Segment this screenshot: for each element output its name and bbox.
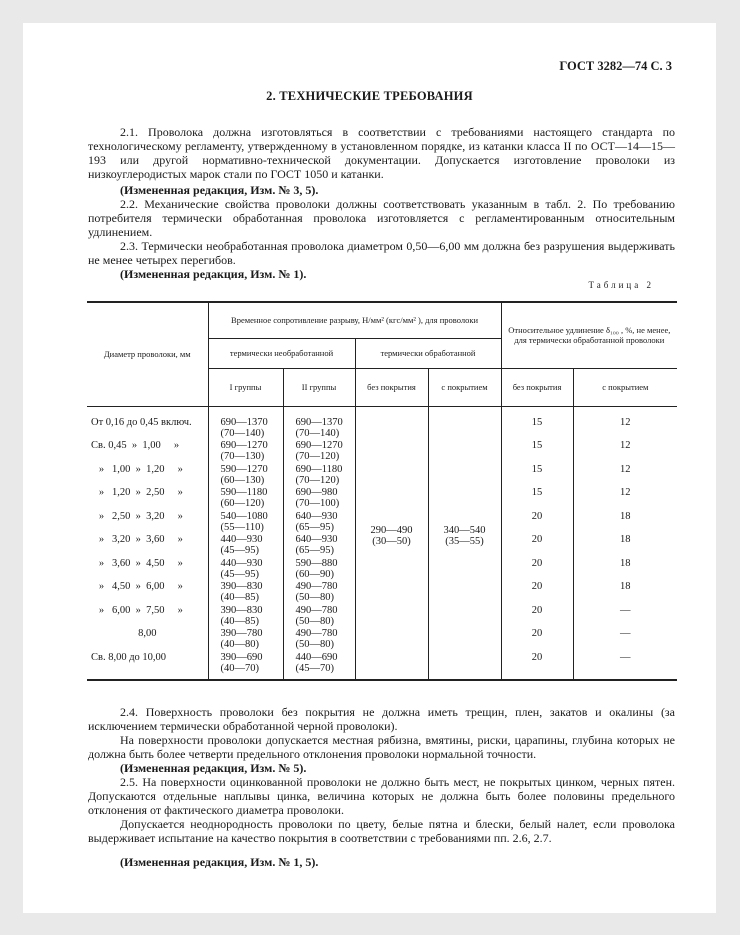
header-elong-bare: без покрытия <box>501 368 573 406</box>
group2-cell: 490—780 <box>295 604 338 616</box>
section-title: 2. ТЕХНИЧЕСКИЕ ТРЕБОВАНИЯ <box>266 89 473 103</box>
diameter-cell: » 3,20 » 3,60 » <box>91 534 183 545</box>
group2-cell-kgf: (70—140) <box>295 427 340 439</box>
elong-bare-cell: 20 <box>531 651 543 663</box>
edit-note-3: (Измененная редакция, Изм. № 5). <box>120 761 307 775</box>
diameter-cell: » 2,50 » 3,20 » <box>91 510 183 522</box>
group1-cell: 540—1080 <box>220 510 268 522</box>
elong-coated-cell: 12 <box>620 440 631 451</box>
group2-cell-kgf: (50—80) <box>295 615 334 627</box>
group1-cell-kgf: (55—110) <box>220 521 264 533</box>
edit-note-1: (Измененная редакция, Изм. № 3, 5). <box>120 183 319 197</box>
elong-bare-cell: 20 <box>531 557 543 569</box>
document-page <box>23 23 716 913</box>
group2-cell-kgf: (70—120) <box>295 451 340 462</box>
elong-bare-cell: 20 <box>531 581 543 592</box>
elong-bare-cell: 15 <box>531 487 543 498</box>
group1-cell-kgf: (40—85) <box>220 592 259 603</box>
group2-cell: 490—780 <box>295 628 338 639</box>
group1-cell: 390—830 <box>220 581 263 592</box>
group1-cell: 390—780 <box>220 628 263 639</box>
paragraph-2-5: 2.5. На поверхности оцинкованной проволоки не должно быть мест, не покрытых цинком, черных пятен. Допускаются отдельные наплывы цинка, величина которых не должна быть более половины предельного отклонения от фактического диаметра проволоки. <box>88 775 675 817</box>
paragraph-2-2: 2.2. Механические свойства проволоки должны соответствовать указанным в табл. 2. По требованию потребителя термически обработанная проволока изготовляется с регламентированным относительным удлинением. <box>88 197 675 239</box>
header-group-1: I группы <box>208 368 283 406</box>
group2-cell: 490—780 <box>295 581 338 592</box>
elong-coated-cell: — <box>620 651 631 663</box>
diameter-cell: » 6,00 » 7,50 » <box>91 604 183 616</box>
treated-bare-value: 290—490 <box>370 524 413 536</box>
treated-bare-kgf: (30—50) <box>372 535 411 547</box>
table-caption: Таблица 2 <box>588 280 654 290</box>
edit-note-2: (Измененная редакция, Изм. № 1). <box>120 267 307 281</box>
treated-coated-value: 340—540 <box>443 524 486 536</box>
elong-bare-cell: 20 <box>531 604 543 616</box>
group2-cell: 690—1270 <box>295 440 343 451</box>
header-elongation: Относительное удлинение δ₁₀₀ , %, не менее, для термически обработанной проволоки <box>501 302 677 368</box>
diameter-cell: » 1,20 » 2,50 » <box>91 487 183 498</box>
diameter-cell: » 3,60 » 4,50 » <box>91 557 183 569</box>
group2-cell-kgf: (50—80) <box>295 639 334 650</box>
diameter-cell: » 1,00 » 1,20 » <box>91 463 183 475</box>
group1-cell-kgf: (70—140) <box>220 427 265 439</box>
group2-cell-kgf: (60—90) <box>295 568 334 580</box>
header-treated-bare: без покрытия <box>355 368 428 406</box>
header-treated: термически обработанной <box>355 338 501 368</box>
paragraph-2-4: 2.4. Поверхность проволоки без покрытия не должна иметь трещин, плен, закатов и окалины (за исключением термически обработанной черной проволоки). <box>88 705 675 733</box>
diameter-cell: От 0,16 до 0,45 включ. <box>91 416 192 428</box>
diameter-cell: Св. 8,00 до 10,00 <box>91 651 167 663</box>
header-strength: Временное сопротивление разрыву, Н/мм² (кгс/мм² ), для проволоки <box>208 302 501 338</box>
group2-cell-kgf: (50—80) <box>295 592 334 603</box>
header-untreated: термически необработанной <box>208 338 355 368</box>
elong-coated-cell: 18 <box>620 510 631 522</box>
diameter-cell: 8,00 <box>138 628 157 639</box>
group2-cell: 590—880 <box>295 557 338 569</box>
paragraph-2-5b: Допускается неоднородность проволоки по цвету, белые пятна и блески, белый налет, если проволока выдерживает испытание на качество покрытия в соответствии с требованиями пп. 2.6, 2.7. <box>88 817 675 845</box>
elong-coated-cell: 12 <box>620 487 631 498</box>
group1-cell: 390—690 <box>220 651 263 663</box>
header-treated-coated: с покрытием <box>428 368 501 406</box>
elong-bare-cell: 20 <box>531 534 543 545</box>
group1-cell-kgf: (60—120) <box>220 498 265 509</box>
group1-cell-kgf: (40—85) <box>220 615 259 627</box>
elong-coated-cell: 12 <box>620 416 631 428</box>
edit-note-4: (Измененная редакция, Изм. № 1, 5). <box>120 855 319 869</box>
diameter-cell: » 4,50 » 6,00 » <box>91 581 183 592</box>
group2-cell: 640—930 <box>295 534 338 545</box>
group2-cell-kgf: (70—120) <box>295 474 340 486</box>
diameter-cell: Св. 0,45 » 1,00 » <box>91 440 180 451</box>
properties-table <box>87 301 677 681</box>
group2-cell-kgf: (65—95) <box>295 521 334 533</box>
group2-cell: 690—1370 <box>295 416 343 428</box>
group1-cell: 440—930 <box>220 534 263 545</box>
header-group-2: II группы <box>283 368 355 406</box>
group1-column <box>209 407 283 679</box>
group2-cell: 440—690 <box>295 651 338 663</box>
elong-coated-cell: — <box>620 628 631 639</box>
diameter-column <box>87 407 208 679</box>
paragraph-2-4b: На поверхности проволоки допускается местная рябизна, вмятины, риски, царапины, глубина которых не должна быть более четверти предельного отклонения проволоки нормальной точности. <box>88 733 675 761</box>
header-elong-coated: с покрытием <box>573 368 677 406</box>
group1-cell: 590—1180 <box>220 487 268 498</box>
group1-cell-kgf: (70—130) <box>220 451 265 462</box>
group1-cell: 390—830 <box>220 604 263 616</box>
elong-coated-column <box>574 407 678 679</box>
group2-cell: 690—1180 <box>295 463 343 475</box>
group2-column <box>284 407 355 679</box>
group1-cell: 440—930 <box>220 557 263 569</box>
elong-bare-cell: 15 <box>531 440 543 451</box>
group2-cell: 640—930 <box>295 510 338 522</box>
elong-bare-cell: 15 <box>531 463 543 475</box>
group2-cell-kgf: (45—70) <box>295 662 334 674</box>
paragraph-2-1: 2.1. Проволока должна изготовляться в соответствии с требованиями настоящего стандарта по технологическому регламенту, утвержденному в установленном порядке, из катанки класса II по ОСТ—14—15—193 или другой нормативно-технической документации. Допускается изготовление проволоки из низкоуглеродистых марок стали по ГОСТ 1050 и катанки. <box>88 125 675 181</box>
elong-coated-cell: — <box>620 604 631 616</box>
elong-bare-cell: 20 <box>531 510 543 522</box>
paragraph-2-3: 2.3. Термически необработанная проволока диаметром 0,50—6,00 мм должна без разрушения выдерживать не менее четырех перегибов. <box>88 239 675 267</box>
group2-cell: 690—980 <box>295 487 338 498</box>
treated-coated-column <box>429 407 501 679</box>
page-header: ГОСТ 3282—74 С. 3 <box>559 59 672 73</box>
elong-coated-cell: 18 <box>620 534 631 545</box>
elong-coated-cell: 12 <box>620 463 631 475</box>
group1-cell: 690—1370 <box>220 416 268 428</box>
elong-coated-cell: 18 <box>620 557 631 569</box>
elong-coated-cell: 18 <box>620 581 631 592</box>
elong-bare-column <box>502 407 573 679</box>
group2-cell-kgf: (65—95) <box>295 545 334 556</box>
group2-cell-kgf: (70—100) <box>295 498 340 509</box>
group1-cell: 590—1270 <box>220 463 268 475</box>
treated-coated-kgf: (35—55) <box>445 535 484 547</box>
header-diameter: Диаметр проволоки, мм <box>87 302 208 406</box>
group1-cell-kgf: (60—130) <box>220 474 265 486</box>
group1-cell: 690—1270 <box>220 440 268 451</box>
group1-cell-kgf: (45—95) <box>220 568 259 580</box>
group1-cell-kgf: (40—80) <box>220 639 259 650</box>
group1-cell-kgf: (45—95) <box>220 545 259 556</box>
elong-bare-cell: 15 <box>531 416 543 428</box>
treated-bare-column <box>356 407 428 679</box>
group1-cell-kgf: (40—70) <box>220 662 259 674</box>
elong-bare-cell: 20 <box>531 628 543 639</box>
